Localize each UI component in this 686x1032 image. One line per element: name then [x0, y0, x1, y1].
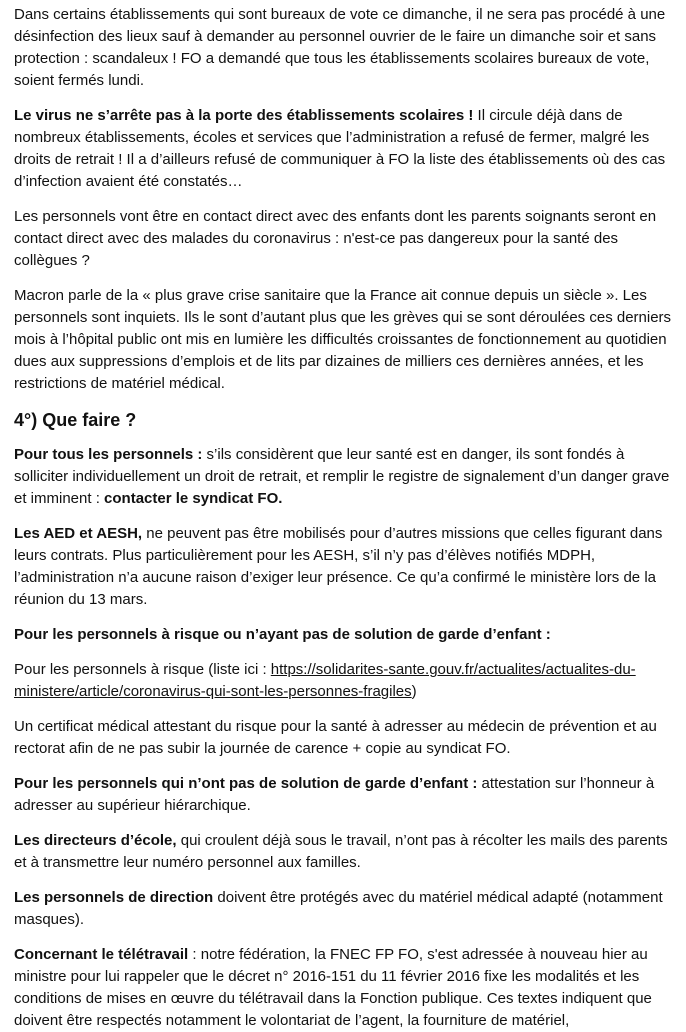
paragraph-medical-certificate: Un certificat médical attestant du risque pour la santé à adresser au médecin de prévention et au rectorat afin de ne pas subir la journée de carence + copie au syndicat FO.: [14, 718, 657, 757]
paragraph-lead-bold: Pour les personnels qui n’ont pas de solution de garde d’enfant :: [14, 775, 478, 792]
paragraph-telework: Concernant le télétravail : notre fédération, la FNEC FP FO, s'est adressée à nouveau hier au ministre pour lui rappeler que le décret n° 2016-151 du 11 février 2016 fixe les modalités et les conditions de mises en œuvre du télétravail dans la Fonction publique. Ces textes indiquent que doivent être respectés notamment le volontariat de l’agent, la fourniture de matériel,: [14, 946, 652, 1029]
section-heading: 4°) Que faire ?: [14, 410, 137, 430]
paragraph-lead-bold: Le virus ne s’arrête pas à la porte des établissements scolaires !: [14, 107, 474, 124]
paragraph-virus-schools: Le virus ne s’arrête pas à la porte des établissements scolaires ! Il circule déjà dans de nombreux établissements, écoles et services que l’administration a refusé de fermer, malgré les droits de retrait ! Il a d’ailleurs refusé de communiquer à FO la liste des établissements où des cas d’infection avaient été constatés…: [14, 107, 666, 190]
paragraph-risk-list: Pour les personnels à risque (liste ici : https://solidarites-sante.gouv.fr/actualites/actualites-du-ministere/article/coronavirus-qui-sont-les-personnes-fragiles): [14, 661, 636, 700]
paragraph-lead-bold: Les directeurs d’école,: [14, 832, 177, 849]
paragraph-all-staff: Pour tous les personnels : s’ils considèrent que leur santé est en danger, ils sont fondés à solliciter individuellement un droit de retrait, et remplir le registre de signalement d’un danger grave et imminent : contacter le syndicat FO.: [14, 446, 670, 507]
paragraph-lead-bold: Pour les personnels à risque ou n’ayant pas de solution de garde d’enfant :: [14, 626, 551, 643]
paragraph-lead-bold: Pour tous les personnels :: [14, 446, 203, 463]
paragraph-direction-staff: Les personnels de direction doivent être protégés avec du matériel médical adapté (notamment masques).: [14, 889, 663, 928]
fragile-persons-link[interactable]: https://solidarites-sante.gouv.fr/actualites/actualites-du-ministere/article/coronavirus-qui-sont-les-personnes-fragiles: [14, 661, 636, 700]
paragraph-contact-children: Les personnels vont être en contact direct avec des enfants dont les parents soignants seront en contact direct avec des malades du coronavirus : n'est-ce pas dangereux pour la santé des collègues ?: [14, 208, 657, 269]
paragraph-polling-stations: Dans certains établissements qui sont bureaux de vote ce dimanche, il ne sera pas procédé à une désinfection des lieux sauf à demander au personnel ouvrier de le faire un dimanche soir et sans protection : scandaleux ! FO a demandé que tous les établissements scolaires bureaux de vote, soient fermés lundi.: [14, 6, 666, 89]
paragraph-risk-heading: [14, 624, 674, 646]
paragraph-childcare: Pour les personnels qui n’ont pas de solution de garde d’enfant : attestation sur l’honneur à adresser au supérieur hiérarchique.: [14, 775, 655, 814]
paragraph-lead-bold: Concernant le télétravail: [14, 946, 189, 963]
paragraph-lead-bold: Les AED et AESH,: [14, 525, 143, 542]
contact-fo-bold: contacter le syndicat FO.: [104, 490, 283, 507]
paragraph-macron-crisis: Macron parle de la « plus grave crise sanitaire que la France ait connue depuis un siècle ». Les personnels sont inquiets. Ils le sont d’autant plus que les grèves qui se sont déroulées ces derniers mois à l’hôpital public ont mis en lumière les difficultés croissantes de fonctionnement au quotidien dues aux suppressions d’emplois et de lits par dizaines de milliers ces dernières années, et les restrictions de matériel médical.: [14, 287, 672, 392]
paragraph-school-directors: Les directeurs d’école, qui croulent déjà sous le travail, n’ont pas à récolter les mails des parents et à transmettre leur numéro personnel aux familles.: [14, 832, 668, 871]
paragraph-lead-bold: Les personnels de direction: [14, 889, 214, 906]
paragraph-aed-aesh: Les AED et AESH, ne peuvent pas être mobilisés pour d’autres missions que celles figurant dans leurs contrats. Plus particulièrement pour les AESH, s’il n’y pas d’élèves notifiés MDPH, l’administration n’a aucune raison d’exiger leur présence. Ce qu’a confirmé le ministère lors de la réunion du 13 mars.: [14, 525, 663, 608]
